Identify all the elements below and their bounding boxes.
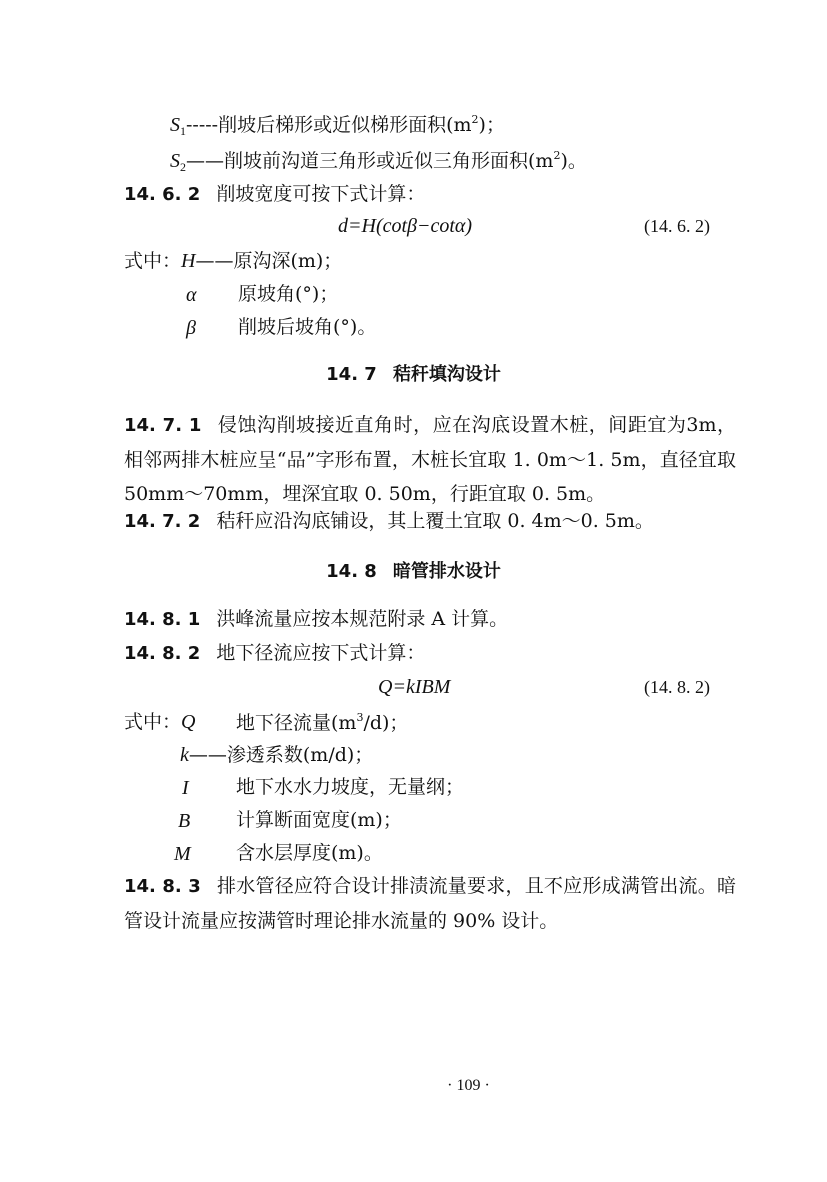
def-i-text: 地下水水力坡度，无量纲； (236, 776, 465, 798)
clause-14-6-2 (124, 185, 425, 204)
formula-14-8-2: Q=kIBM (378, 676, 451, 698)
symbol-m: M (174, 843, 191, 865)
def-m-text: 含水层厚度(m)。 (236, 842, 383, 864)
def-beta-text: 削坡后坡角(°)。 (238, 316, 377, 338)
clause-text: 侵蚀沟削坡接近直角时，应在沟底设置木桩，间距宜为3m，相邻两排木桩应呈“品”字形布置，木桩长宜取 1. 0m～1. 5m，直径宜取 50mm～70mm，埋深宜取 0. 50m，行距宜取 0. 5m。 (124, 414, 737, 505)
def-s1: $S_1-----$削坡后梯形或近似梯形面积$(m^2)$； (170, 113, 505, 138)
clause-number: 14. 7. 2 (124, 511, 201, 532)
equation-number-14-6-2: (14. 6. 2) (644, 216, 710, 236)
formula-14-6-2: d=H(cotβ−cotα) (338, 215, 473, 237)
clause-14-7-1 (124, 408, 736, 511)
clause-number: 14. 8. 3 (124, 876, 201, 897)
symbol-b: B (178, 810, 191, 832)
clause-number: 14. 7. 1 (124, 415, 202, 436)
clause-text: 洪峰流量应按本规范附录 A 计算。 (216, 608, 509, 630)
where-line-q: 式中：Q (124, 711, 196, 733)
where-label: 式中： (124, 711, 182, 733)
clause-text: 地下径流应按下式计算： (216, 642, 426, 664)
clause-14-7-2 (124, 512, 654, 531)
def-text: 削坡前沟道三角形或近似三角形面积(m (224, 150, 554, 172)
symbol-s1: $S_1$ (170, 114, 186, 138)
clause-14-8-2 (124, 644, 425, 663)
def-dash: ----- (186, 114, 219, 136)
where-line-h: 式中：H——原沟深(m)； (124, 250, 343, 272)
clause-number: 14. 8. 2 (124, 643, 201, 664)
def-q-text: 地下径流量$(m^3/d)$； (236, 711, 409, 734)
symbol-i: I (182, 777, 189, 799)
def-dash: —— (186, 150, 224, 172)
clause-number: 14. 6. 2 (124, 184, 201, 205)
section-heading-14-8: 14. 8 暗管排水设计 (326, 561, 501, 582)
clause-text: 削坡宽度可按下式计算： (216, 183, 426, 205)
equation-number-14-8-2: (14. 8. 2) (644, 677, 710, 697)
symbol-s2: $S_2$ (170, 150, 186, 174)
def-text: 削坡后梯形或近似梯形面积(m (218, 114, 472, 136)
section-heading-14-7: 14. 7 秸秆填沟设计 (326, 364, 501, 385)
def-alpha-text: 原坡角(°)； (238, 283, 339, 305)
where-label: 式中： (124, 250, 182, 272)
page-number: · 109 · (447, 1077, 490, 1094)
clause-text: 排水管径应符合设计排渍流量要求，且不应形成满管出流。暗管设计流量应按满管时理论排水流量的 90% 设计。 (124, 875, 736, 932)
symbol-beta: β (186, 317, 196, 339)
clause-14-8-3 (124, 869, 736, 938)
def-k: k——渗透系数(m/d)； (180, 744, 374, 766)
clause-number: 14. 8. 1 (124, 609, 201, 630)
symbol-alpha: α (186, 284, 197, 306)
def-b-text: 计算断面宽度(m)； (236, 809, 402, 831)
clause-14-8-1 (124, 610, 508, 629)
def-s2: $S_2——$削坡前沟道三角形或近似三角形面积$(m^2)$。 (170, 149, 587, 174)
clause-text: 秸秆应沿沟底铺设，其上覆土宜取 0. 4m～0. 5m。 (216, 510, 654, 532)
